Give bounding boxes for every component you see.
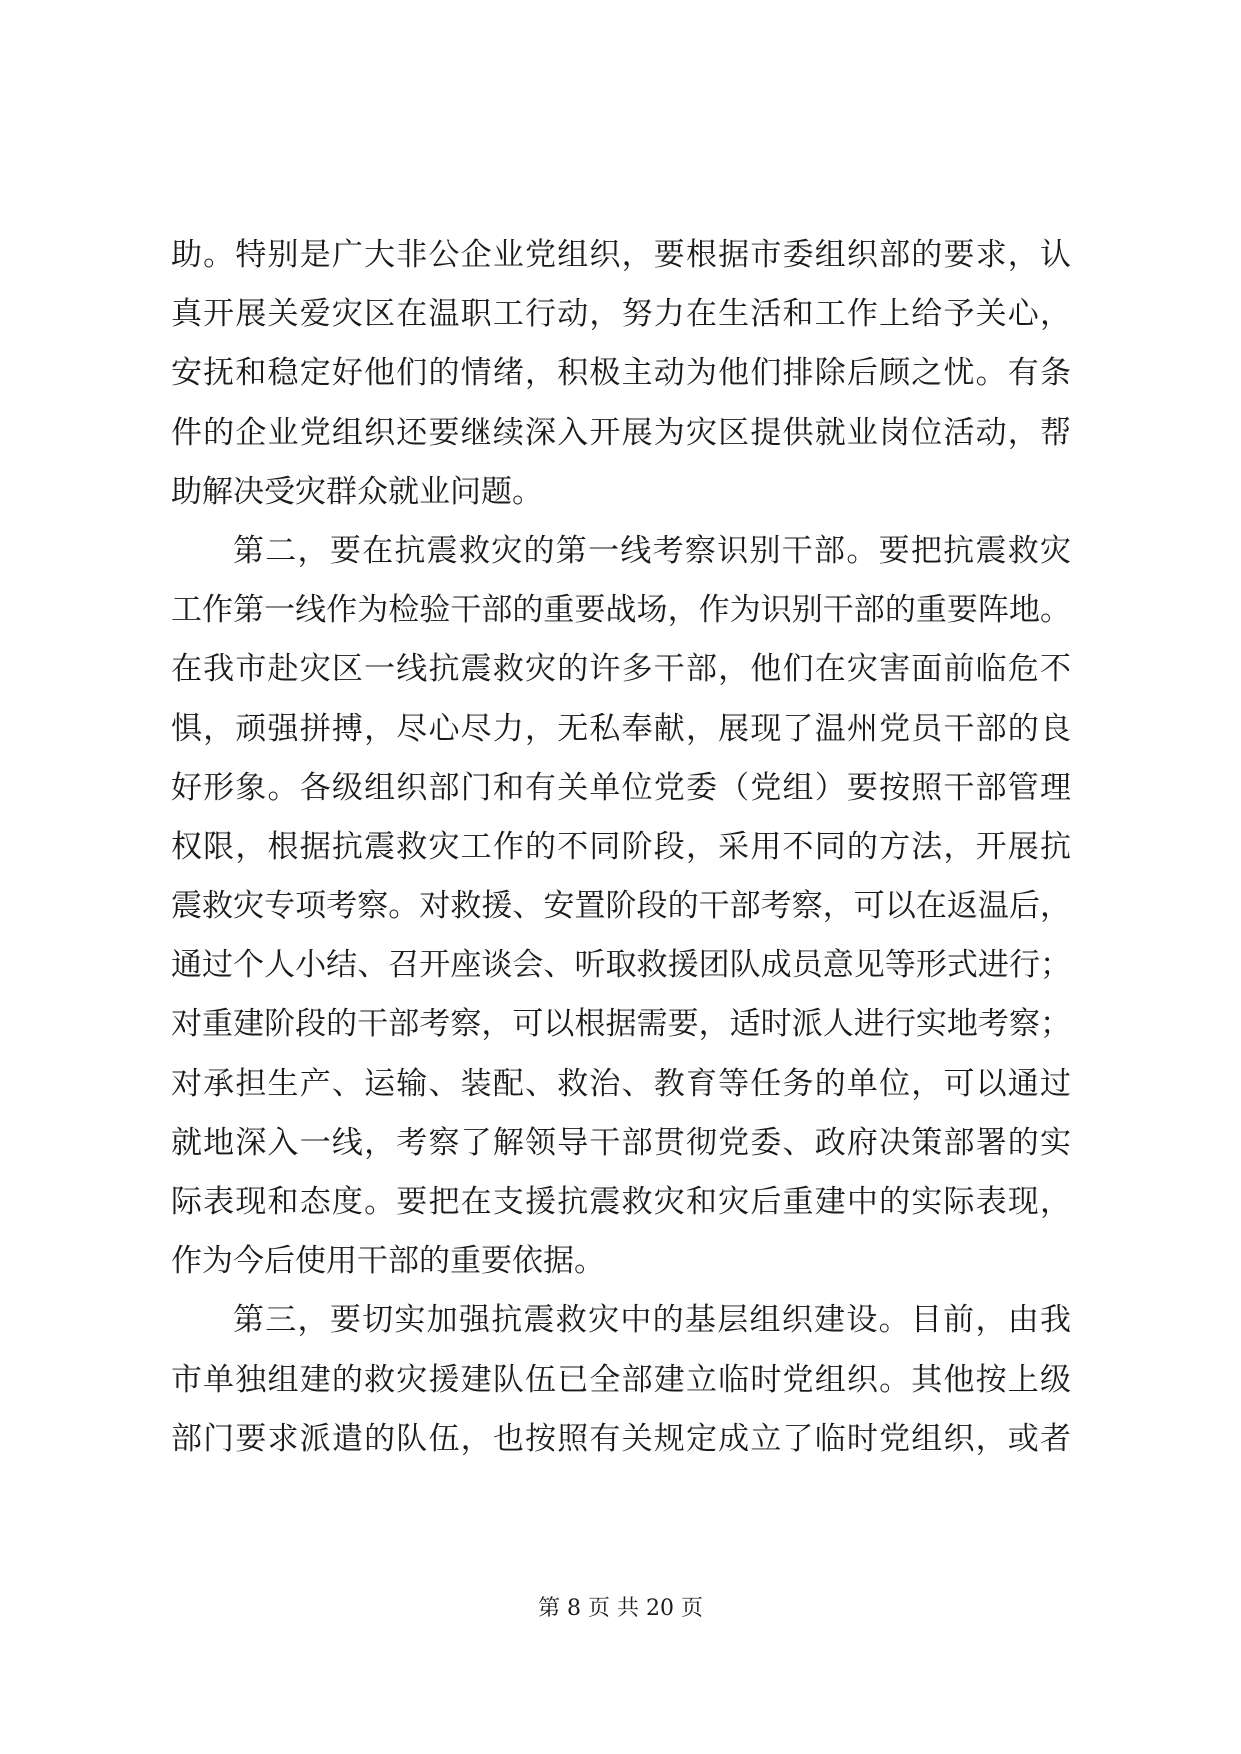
text-line: 真开展关爱灾区在温职工行动，努力在生活和工作上给予关心， xyxy=(171,296,1071,333)
text-line: 际表现和态度。要把在支援抗震救灾和灾后重建中的实际表现， xyxy=(171,1184,1071,1220)
text-line: 作为今后使用干部的重要依据。 xyxy=(171,1243,605,1280)
text-line: 震救灾专项考察。对救援、安置阶段的干部考察，可以在返温后， xyxy=(171,888,1071,925)
text-line: 在我市赴灾区一线抗震救灾的许多干部，他们在灾害面前临危不 xyxy=(171,651,1071,688)
text-line: 权限，根据抗震救灾工作的不同阶段，采用不同的方法，开展抗 xyxy=(171,828,1071,865)
text-line: 第二，要在抗震救灾的第一线考察识别干部。要把抗震救灾 xyxy=(233,532,1071,569)
text-line: 对重建阶段的干部考察，可以根据需要，适时派人进行实地考察； xyxy=(171,1006,1071,1043)
text-line: 安抚和稳定好他们的情绪，积极主动为他们排除后顾之忧。有条 xyxy=(171,355,1071,392)
text-line: 好形象。各级组织部门和有关单位党委（党组）要按照干部管理 xyxy=(171,769,1071,806)
text-line: 就地深入一线，考察了解领导干部贯彻党委、政府决策部署的实 xyxy=(171,1124,1071,1161)
document-body xyxy=(171,226,1071,1469)
text-line: 惧，顽强拼搏，尽心尽力，无私奉献，展现了温州党员干部的良 xyxy=(171,710,1071,747)
text-line: 件的企业党组织还要继续深入开展为灾区提供就业岗位活动，帮 xyxy=(171,414,1071,451)
text-line: 对承担生产、运输、装配、救治、教育等任务的单位，可以通过 xyxy=(171,1065,1071,1102)
text-line: 工作第一线作为检验干部的重要战场，作为识别干部的重要阵地。 xyxy=(171,592,1071,629)
text-line: 部门要求派遣的队伍，也按照有关规定成立了临时党组织，或者 xyxy=(171,1420,1071,1457)
text-line: 助解决受灾群众就业问题。 xyxy=(171,473,543,510)
page-number-footer: 第 8 页 共 20 页 xyxy=(538,1596,703,1621)
text-line: 助。特别是广大非公企业党组织，要根据市委组织部的要求，认 xyxy=(171,237,1071,273)
text-line: 通过个人小结、召开座谈会、听取救援团队成员意见等形式进行； xyxy=(171,947,1071,984)
text-line: 市单独组建的救灾援建队伍已全部建立临时党组织。其他按上级 xyxy=(171,1361,1071,1398)
text-line: 第三，要切实加强抗震救灾中的基层组织建设。目前，由我 xyxy=(233,1302,1071,1339)
